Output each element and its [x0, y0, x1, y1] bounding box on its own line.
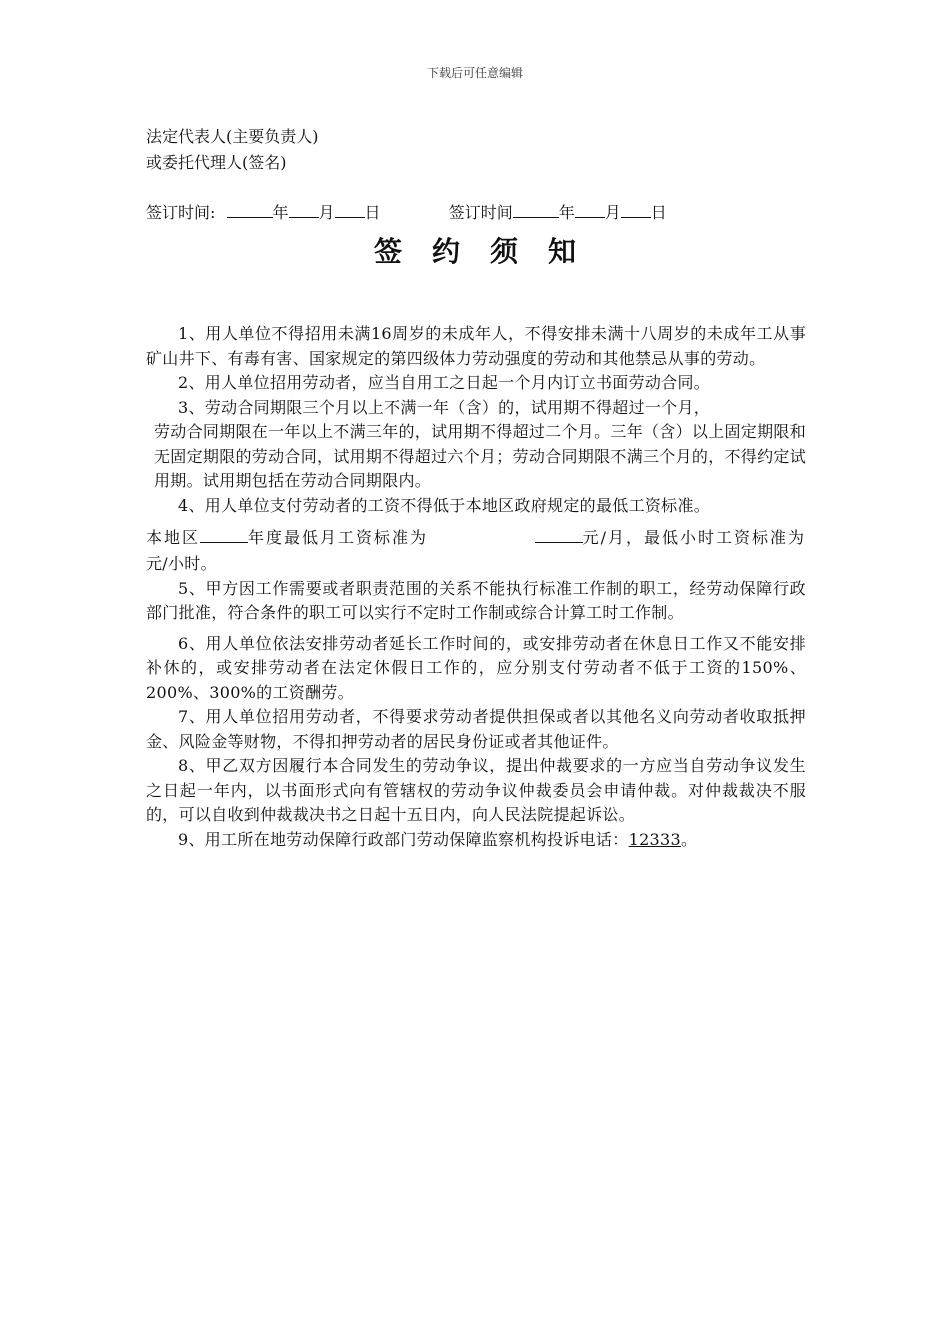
monthly-wage-blank[interactable] — [535, 526, 583, 543]
document-title: 签约须知 — [373, 235, 606, 268]
authorized-agent-label: 或委托代理人(签名) — [146, 153, 287, 172]
wage-mid-text: 年度最低月工资标准为 — [248, 528, 429, 547]
note-item-2: 2、用人单位招用劳动者，应当自用工之日起一个月内订立书面劳动合同。 — [178, 373, 711, 392]
signing-date-row — [146, 201, 667, 224]
complaint-hotline: 12333 — [628, 829, 681, 849]
note-item-8: 8、甲乙双方因履行本合同发生的劳动争议，提出仲裁要求的一方应当自劳动争议发生之日起一年内，以书面形式向有管辖权的劳动争议仲裁委员会申请仲裁。对仲裁裁决不服的，可以自收到仲裁裁决书之日起十五日内，向人民法院提起诉讼。 — [146, 756, 806, 824]
left-month-blank[interactable] — [289, 201, 319, 218]
left-month-char: 月 — [318, 203, 335, 222]
right-year-blank[interactable] — [513, 201, 559, 218]
hourly-wage-unit: 元/小时。 — [146, 554, 217, 573]
note-item-1: 1、用人单位不得招用未满16周岁的未成年人，不得安排未满十八周岁的未成年工从事矿山井下、有毒有害、国家规定的第四级体力劳动强度的劳动和其他禁忌从事的劳动。 — [146, 324, 806, 368]
page-header-note: 下载后可任意编辑 — [426, 66, 523, 80]
note-item-4: 4、用人单位支付劳动者的工资不得低于本地区政府规定的最低工资标准。 — [178, 495, 711, 515]
wage-suffix-text: 元/月，最低小时工资标准为 — [582, 528, 806, 547]
right-day-blank[interactable] — [621, 201, 651, 218]
right-month-blank[interactable] — [575, 201, 605, 218]
left-day-char: 日 — [364, 203, 381, 222]
note-item-9-end: 。 — [681, 829, 698, 849]
legal-representative-label: 法定代表人(主要负责人) — [146, 127, 319, 146]
wage-prefix: 本地区 — [146, 528, 201, 547]
signing-notes — [146, 322, 806, 852]
signing-date-right-label: 签订时间 — [448, 203, 513, 222]
right-year-char: 年 — [558, 203, 575, 222]
left-year-blank[interactable] — [227, 201, 273, 218]
note-item-9-text: 9、用工所在地劳动保障行政部门劳动保障监察机构投诉电话： — [178, 829, 629, 849]
note-item-5: 5、甲方因工作需要或者职责范围的关系不能执行标准工作制的职工，经劳动保障行政部门批准，符合条件的职工可以实行不定时工作制或综合计算工时工作制。 — [146, 578, 806, 622]
note-item-6: 6、用人单位依法安排劳动者延长工作时间的，或安排劳动者在休息日工作又不能安排补休的，或安排劳动者在法定休假日工作的，应分别支付劳动者不低于工资的150%、200%、300%的工资酬劳。 — [146, 633, 806, 702]
note-item-3-rest: 劳动合同期限在一年以上不满三年的，试用期不得超过二个月。三年（含）以上固定期限和无固定期限的劳动合同，试用期不得超过六个月；劳动合同期限不满三个月的，不得约定试用期。试用期包括在劳动合同期限内。 — [154, 422, 807, 490]
minimum-wage-line — [146, 524, 806, 552]
note-item-3-first-line: 3、劳动合同期限三个月以上不满一年（含）的，试用期不得超过一个月， — [178, 397, 711, 417]
signing-date-left-label: 签订时间: — [146, 203, 216, 222]
left-day-blank[interactable] — [335, 201, 365, 218]
left-year-char: 年 — [272, 203, 289, 222]
wage-year-blank[interactable] — [200, 526, 248, 543]
note-item-7: 7、用人单位招用劳动者，不得要求劳动者提供担保或者以其他名义向劳动者收取抵押金、风险金等财物，不得扣押劳动者的居民身份证或者其他证件。 — [146, 707, 806, 751]
right-day-char: 日 — [650, 203, 667, 222]
right-month-char: 月 — [604, 203, 621, 222]
note-item-9 — [146, 828, 806, 853]
